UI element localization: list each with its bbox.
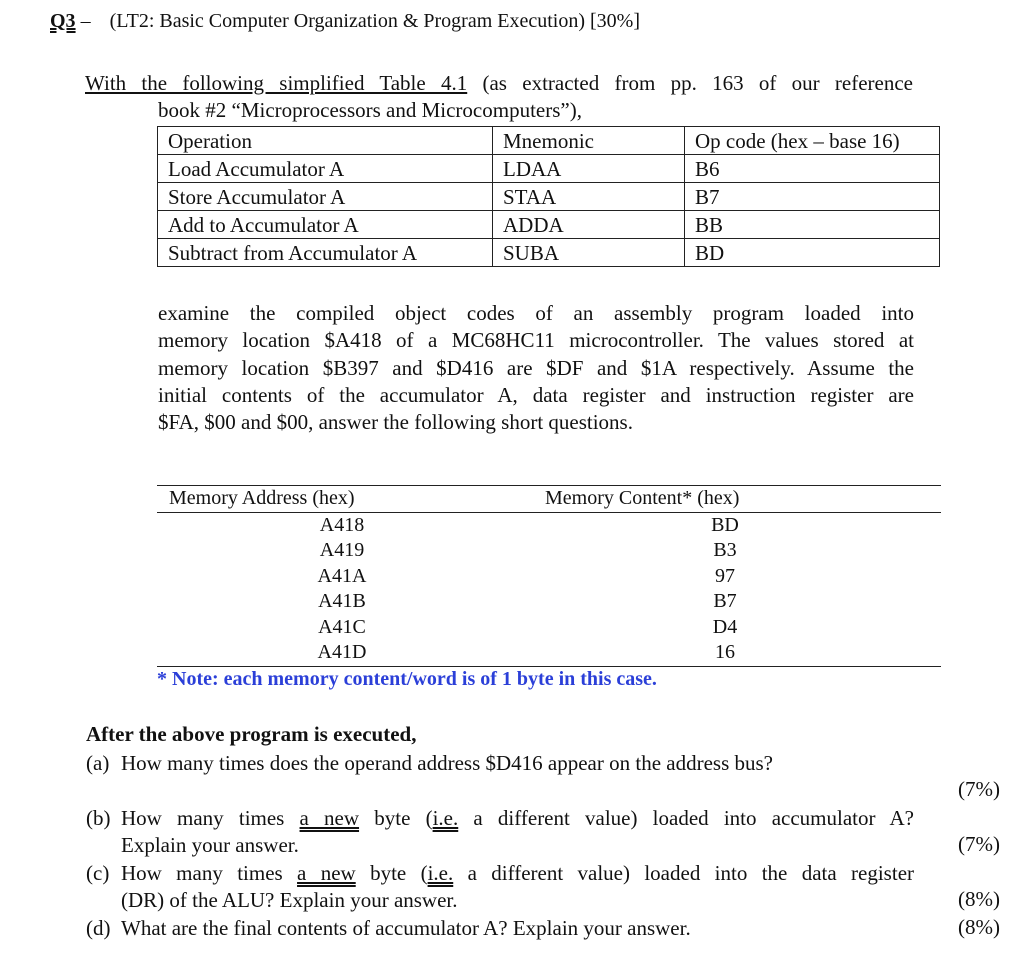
- underlined-run: a new: [299, 806, 360, 830]
- question-text: (DR) of the ALU? Explain your answer.: [121, 888, 458, 912]
- question-label: (c): [86, 861, 110, 885]
- table-row: [157, 564, 941, 590]
- cell-content: B3: [713, 539, 737, 561]
- cell-mnemonic: LDAA: [493, 155, 685, 183]
- paragraph-line: $FA, $00 and $00, answer the following short questions.: [158, 410, 633, 435]
- table-row: [158, 155, 940, 183]
- opcode-table-header: [158, 127, 940, 155]
- cell-operation: Load Accumulator A: [158, 155, 493, 183]
- text-run: a different value) loaded into the data register: [453, 861, 915, 885]
- cell-content: D4: [712, 615, 738, 638]
- question-text: [121, 860, 914, 887]
- text-run: byte (: [355, 861, 428, 885]
- text-run: How many times: [121, 806, 300, 830]
- header-content: Memory Content* (hex): [545, 487, 740, 509]
- cell-mnemonic: ADDA: [493, 211, 685, 239]
- cell-content: 16: [715, 641, 735, 663]
- table-row: [157, 615, 941, 641]
- instructions-paragraph: [158, 300, 914, 436]
- questions-intro: After the above program is executed,: [86, 722, 417, 746]
- cell-address: A41C: [318, 615, 366, 638]
- table-bottom-rule: [157, 666, 941, 667]
- question-text: How many times does the operand address $D416 appear on the address bus?: [121, 751, 773, 775]
- intro-underlined: With the following simplified Table 4.1: [85, 71, 468, 95]
- cell-opcode: B7: [685, 183, 940, 211]
- underlined-run: i.e.: [432, 806, 459, 830]
- table-row: [157, 589, 941, 615]
- question-title: (LT2: Basic Computer Organization & Program Execution) [30%]: [109, 10, 641, 32]
- cell-mnemonic: SUBA: [493, 239, 685, 267]
- cell-opcode: BD: [685, 239, 940, 267]
- paragraph-line: memory location $A418 of a MC68HC11 microcontroller. The values stored at: [158, 328, 914, 353]
- header-operation: Operation: [158, 127, 493, 155]
- cell-content: B7: [713, 590, 737, 612]
- intro-line-2: book #2 “Microprocessors and Microcomputers”),: [158, 98, 582, 122]
- text-run: a different value) loaded into accumulator A?: [458, 806, 914, 830]
- cell-address: A41B: [318, 590, 366, 612]
- header-opcode: Op code (hex – base 16): [685, 127, 940, 155]
- paragraph-line: examine the compiled object codes of an assembly program loaded into: [158, 301, 914, 325]
- cell-opcode: B6: [685, 155, 940, 183]
- cell-content: BD: [711, 513, 739, 536]
- table-row: [157, 640, 941, 666]
- intro-line-1: [85, 71, 913, 96]
- text-run: byte (: [359, 806, 433, 830]
- memory-table-header: [157, 486, 941, 512]
- cell-mnemonic: STAA: [493, 183, 685, 211]
- marks-a: (7%): [958, 777, 1000, 801]
- cell-operation: Subtract from Accumulator A: [158, 239, 493, 267]
- question-text: Explain your answer.: [121, 833, 299, 857]
- question-number: Q3: [50, 10, 76, 32]
- marks-d: (8%): [958, 915, 1000, 939]
- paragraph-line: initial contents of the accumulator A, data register and instruction register are: [158, 382, 914, 407]
- question-header: [50, 10, 640, 33]
- table-row: [158, 211, 940, 239]
- underlined-run: i.e.: [427, 861, 454, 885]
- cell-content: 97: [715, 564, 735, 587]
- question-text: What are the final contents of accumulator A? Explain your answer.: [121, 916, 691, 940]
- underlined-run: a new: [297, 861, 356, 885]
- marks-b: (7%): [958, 832, 1000, 856]
- paragraph-line: memory location $B397 and $D416 are $DF and $1A respectively. Assume the: [158, 355, 914, 380]
- cell-address: A41D: [317, 641, 367, 663]
- cell-opcode: BB: [685, 211, 940, 239]
- header-address: Memory Address (hex): [169, 487, 355, 509]
- cell-address: A418: [319, 513, 365, 536]
- header-mnemonic: Mnemonic: [493, 127, 685, 155]
- table-row: [158, 183, 940, 211]
- table-row: [157, 538, 941, 564]
- question-label: (a): [86, 751, 110, 775]
- memory-table: [157, 485, 941, 667]
- question-text: [121, 805, 914, 832]
- opcode-table: [157, 126, 940, 267]
- cell-operation: Store Accumulator A: [158, 183, 493, 211]
- cell-operation: Add to Accumulator A: [158, 211, 493, 239]
- table-row: [158, 239, 940, 267]
- table-row: [157, 513, 941, 539]
- cell-address: A41A: [317, 564, 367, 587]
- text-run: How many times: [121, 861, 298, 885]
- question-label: (b): [86, 806, 111, 830]
- question-label: (d): [86, 916, 111, 940]
- intro-rest: (as extracted from pp. 163 of our reference: [467, 71, 913, 95]
- cell-address: A419: [319, 539, 365, 561]
- header-dash: –: [80, 10, 91, 32]
- memory-note: * Note: each memory content/word is of 1 byte in this case.: [157, 668, 657, 690]
- marks-c: (8%): [958, 887, 1000, 911]
